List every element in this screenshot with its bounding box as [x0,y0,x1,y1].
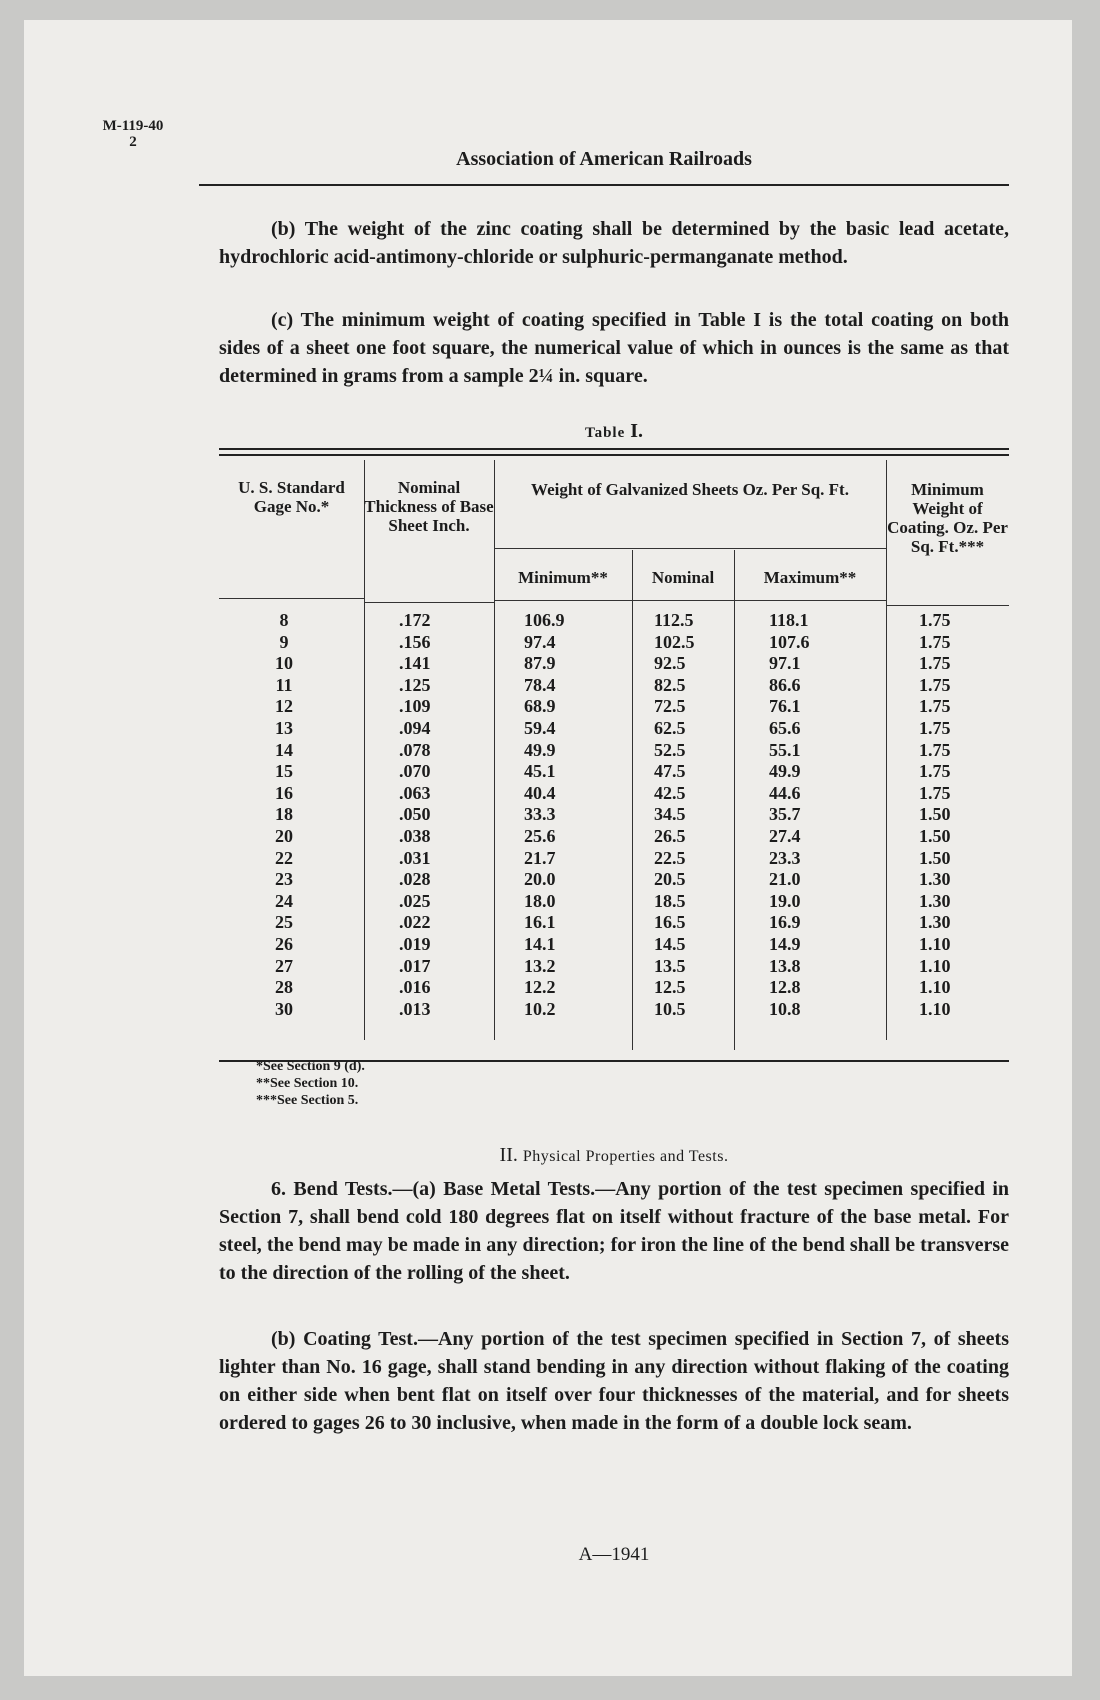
paragraph-b-text: (b) The weight of the zinc coating shall be determined by the basic lead acetate, hydrochloric acid-antimony-chloride or sulphuric-permanganate method. [219,218,1009,268]
cell-thickness: .141 [399,653,431,674]
paragraph-bend-tests-b: (b) Coating Test.—Any portion of the test specimen specified in Section 7, of sheets lighter than No. 16 gage, shall stand bending in any direction without flaking of the coating on either side when bent flat on itself over four thicknesses of the material, and for sheets ordered to gages 26 to 30 inclusive, when made in the form of a double lock seam. [219,1328,1009,1434]
header-nominal: Nominal [651,568,715,587]
paragraph-c [219,306,1009,390]
header-maximum: Maximum** [763,568,857,587]
cell-min: 97.4 [524,631,556,652]
cell-coating: 1.10 [919,933,951,954]
section-heading [219,1144,1009,1167]
cell-coating: 1.75 [919,717,951,738]
header-minimum: Minimum** [518,568,608,587]
cell-thickness: .063 [399,782,431,803]
cell-coating: 1.30 [919,869,951,890]
cell-max: 49.9 [769,761,801,782]
bend-tests-number: 6. [271,1178,286,1200]
cell-coating: 1.10 [919,998,951,1019]
table-divider [734,550,735,1050]
cell-min: 18.0 [524,890,556,911]
cell-max: 12.8 [769,977,801,998]
cell-min: 13.2 [524,955,556,976]
cell-gage: 8 [279,610,289,630]
cell-gage: 25 [275,912,293,933]
cell-gage: 11 [275,674,293,695]
header-gage: U. S. Standard Gage No.* [238,478,345,516]
cell-max: 21.0 [769,869,801,890]
cell-min: 49.9 [524,739,556,760]
cell-nom: 72.5 [654,696,686,717]
cell-max: 35.7 [769,804,801,825]
column-gage [219,610,349,1020]
header-coating: Minimum Weight of Coating. Oz. Per Sq. Ft.*** [887,480,1008,556]
cell-max: 13.8 [769,955,801,976]
document-page [24,20,1072,1676]
cell-coating: 1.50 [919,804,951,825]
cell-coating: 1.75 [919,782,951,803]
cell-min: 21.7 [524,847,556,868]
cell-thickness: .025 [399,890,431,911]
cell-gage: 20 [275,825,293,846]
bend-tests-b-title: Coating Test. [303,1328,418,1350]
cell-max: 76.1 [769,696,801,717]
paragraph-b [219,215,1009,271]
cell-nom: 10.5 [654,998,686,1019]
header-thickness: Nominal Thickness of Base Sheet Inch. [364,478,494,535]
bend-tests-b-label: (b) [271,1328,296,1350]
cell-coating: 1.75 [919,739,951,760]
column-thickness [399,610,469,1020]
bend-tests-b-text: Any portion of the test specimen specified in Section 7, of sheets lighter than No. 16 gage, shall stand bending in any direction without flaking of the coating on either side when bent flat on itself over four thicknesses of the material, and for sheets ordered to gages 26 to 30 inclusive, when made in the form of a double lock seam. [219,1328,1009,1434]
table-footnotes [256,1058,365,1109]
table-caption-label: Table [584,425,626,441]
bend-tests-a-title: Base Metal Tests. [443,1178,596,1200]
cell-nom: 62.5 [654,717,686,738]
cell-coating: 1.75 [919,674,951,695]
cell-thickness: .078 [399,739,431,760]
cell-gage: 12 [275,696,293,717]
bend-tests-a-text: Any portion of the test specimen specified in Section 7, shall bend cold 180 degrees flat on itself without fracture of the base metal. For steel, the bend may be made in any direction; for iron the line of the bend shall be transverse to the direction of the rolling of the sheet. [219,1178,1010,1284]
cell-coating: 1.10 [919,955,951,976]
document-code-text: M-119-40 [102,118,164,134]
cell-thickness: .019 [399,933,431,954]
cell-coating: 1.75 [919,653,951,674]
table-header-rule [364,602,494,603]
cell-max: 55.1 [769,739,801,760]
cell-min: 10.2 [524,998,556,1019]
cell-thickness: .028 [399,869,431,890]
cell-min: 45.1 [524,761,556,782]
section-title: Physical Properties and Tests. [522,1148,729,1165]
cell-min: 78.4 [524,674,556,695]
cell-gage: 13 [275,717,293,738]
cell-thickness: .094 [399,717,431,738]
bend-tests-a-label: (a) [412,1178,436,1200]
cell-gage: 26 [275,933,293,954]
cell-max: 23.3 [769,847,801,868]
table-caption-number: I. [630,420,644,442]
cell-thickness: .050 [399,804,431,825]
cell-nom: 20.5 [654,869,686,890]
cell-coating: 1.75 [919,610,951,630]
table-top-rule-2 [219,454,1009,456]
footnote: **See Section 10. [256,1076,359,1091]
cell-max: 19.0 [769,890,801,911]
footnote: ***See Section 5. [256,1093,359,1108]
cell-max: 86.6 [769,674,801,695]
cell-min: 87.9 [524,653,556,674]
cell-nom: 47.5 [654,761,686,782]
table-divider [632,550,633,1050]
cell-gage: 18 [275,804,293,825]
paragraph-c-text: (c) The minimum weight of coating specified in Table I is the total coating on both sides of a sheet one foot square, the numerical value of which in ounces is the same as that determined in grams from a sample 2¼ in. square. [219,309,1009,387]
cell-coating: 1.30 [919,890,951,911]
table-group-rule [494,548,886,549]
cell-nom: 34.5 [654,804,686,825]
column-maximum [769,610,849,1020]
cell-nom: 102.5 [654,631,695,652]
cell-gage: 23 [275,869,293,890]
table-divider [364,460,365,1040]
cell-max: 65.6 [769,717,801,738]
cell-thickness: .172 [399,610,431,630]
cell-nom: 14.5 [654,933,686,954]
cell-min: 68.9 [524,696,556,717]
cell-nom: 16.5 [654,912,686,933]
cell-nom: 42.5 [654,782,686,803]
cell-max: 44.6 [769,782,801,803]
cell-thickness: .016 [399,977,431,998]
cell-thickness: .022 [399,912,431,933]
cell-min: 59.4 [524,717,556,738]
bend-tests-title: Bend Tests. [293,1178,393,1200]
cell-max: 10.8 [769,998,801,1019]
paragraph-bend-tests-a: 6. Bend Tests.—(a) Base Metal Tests.—Any portion of the test specimen specified in Section 7, shall bend cold 180 degrees flat on itself without fracture of the base metal. For steel, the bend may be made in any direction; for iron the line of the bend shall be transverse to the direction of the rolling of the sheet. [219,1178,1010,1284]
cell-min: 16.1 [524,912,556,933]
cell-coating: 1.75 [919,696,951,717]
page-number: 2 [129,134,137,150]
cell-max: 97.1 [769,653,801,674]
cell-nom: 18.5 [654,890,686,911]
table-header-rule [886,605,1009,606]
cell-nom: 52.5 [654,739,686,760]
cell-max: 14.9 [769,933,801,954]
cell-max: 107.6 [769,631,810,652]
cell-gage: 10 [275,653,293,674]
section-roman: II. [499,1144,518,1166]
page-footer: A—1941 [578,1544,650,1565]
cell-gage: 22 [275,847,293,868]
cell-nom: 82.5 [654,674,686,695]
table-caption [219,420,1009,443]
cell-thickness: .070 [399,761,431,782]
cell-nom: 112.5 [654,610,694,630]
cell-nom: 22.5 [654,847,686,868]
cell-coating: 1.75 [919,631,951,652]
cell-nom: 13.5 [654,955,686,976]
cell-thickness: .156 [399,631,431,652]
column-coating [919,610,989,1020]
table-header-rule [494,600,886,601]
cell-coating: 1.50 [919,825,951,846]
cell-thickness: .038 [399,825,431,846]
cell-thickness: .017 [399,955,431,976]
cell-gage: 27 [275,955,293,976]
cell-min: 12.2 [524,977,556,998]
running-head: Association of American Railroads [199,148,1009,186]
footnote: *See Section 9 (d). [256,1059,365,1074]
cell-gage: 28 [275,977,293,998]
column-minimum [524,610,604,1020]
cell-coating: 1.50 [919,847,951,868]
cell-min: 40.4 [524,782,556,803]
cell-gage: 24 [275,890,293,911]
cell-min: 20.0 [524,869,556,890]
cell-max: 118.1 [769,610,809,630]
cell-gage: 30 [275,998,293,1019]
cell-min: 25.6 [524,825,556,846]
cell-coating: 1.10 [919,977,951,998]
cell-min: 14.1 [524,933,556,954]
cell-nom: 26.5 [654,825,686,846]
cell-thickness: .013 [399,998,431,1019]
table-header-rule [219,598,364,599]
cell-max: 27.4 [769,825,801,846]
cell-thickness: .125 [399,674,431,695]
cell-nom: 12.5 [654,977,686,998]
cell-nom: 92.5 [654,653,686,674]
header-weight-group: Weight of Galvanized Sheets Oz. Per Sq. Ft. [531,480,849,499]
cell-coating: 1.75 [919,761,951,782]
table-divider [494,460,495,1040]
cell-max: 16.9 [769,912,801,933]
cell-gage: 14 [275,739,293,760]
column-nominal [654,610,724,1020]
cell-gage: 15 [275,761,293,782]
cell-thickness: .109 [399,696,431,717]
cell-gage: 16 [275,782,293,803]
cell-thickness: .031 [399,847,431,868]
cell-coating: 1.30 [919,912,951,933]
document-code [88,118,178,150]
table-top-rule [219,448,1009,450]
cell-min: 33.3 [524,804,556,825]
cell-gage: 9 [279,631,289,652]
cell-min: 106.9 [524,610,565,630]
